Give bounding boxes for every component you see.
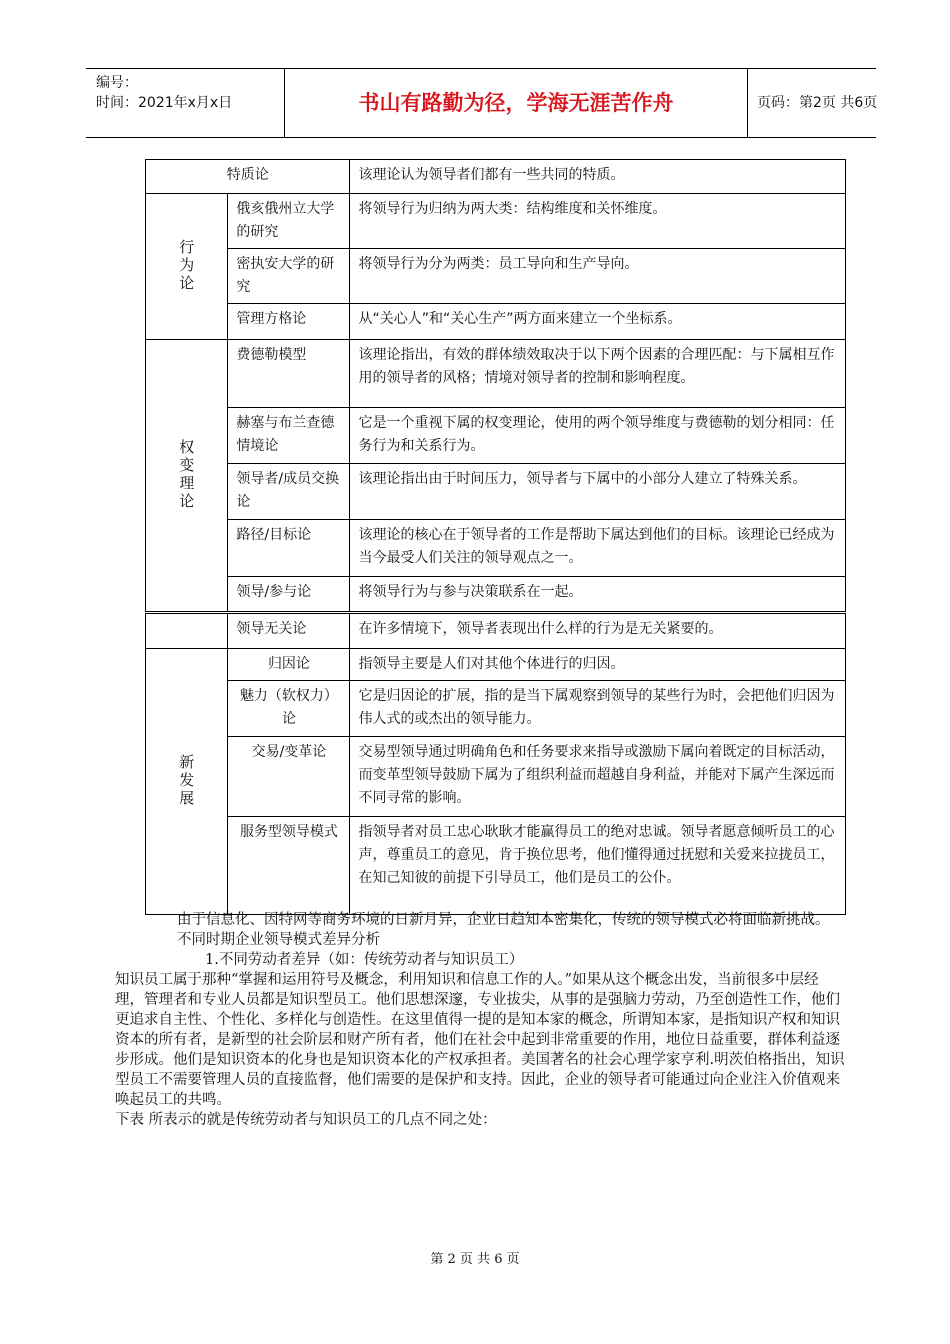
table-row [146,649,846,681]
row-desc: 将领导行为归纳为两大类：结构维度和关怀维度。 [350,194,846,249]
paragraph: 知识员工属于那种“掌握和运用符号及概念，利用知识和信息工作的人。”如果从这个概念出发，当前很多中层经理，管理者和专业人员都是知识型员工。他们思想深邃，专业拔尖，从事的是强脑力劳动，乃至创造性工作，他们更追求自主性、个性化、多样化与创造性。在这里值得一提的是知本家的概念，所谓知本家，是指知识产权和知识资本的所有者，是新型的社会阶层和财产所有者，他们在社会中起到非常重要的作用，地位日益重要，群体利益逐步形成。他们是知识资本的化身也是知识资本化的产权承担者。美国著名的社会心理学家亨利.明茨伯格指出，知识型员工不需要管理人员的直接监督，他们需要的是保护和支持。因此，企业的领导者可能通过向企业注入价值观来唤起员工的共鸣。 [115,972,845,1108]
table-row [146,817,846,915]
doc-time-label: 时间：2021年x月x日 [96,95,233,111]
table-row [146,577,846,613]
leadership-theory-table [145,159,846,915]
row-name: 魅力（软权力）论 [228,681,350,737]
body-text [115,910,845,1130]
row-desc: 在许多情境下，领导者表现出什么样的行为是无关紧要的。 [350,613,846,649]
table-row [146,464,846,520]
table-row [146,304,846,340]
category-label: 行为论 [179,237,195,292]
section-subheading: 1.不同劳动者差异（如：传统劳动者与知识员工） [205,952,524,968]
category-cell [146,194,228,340]
category-cell [146,649,228,915]
paragraph: 下表 所表示的就是传统劳动者与知识员工的几点不同之处： [115,1112,497,1128]
row-desc: 交易型领导通过明确角色和任务要求来指导或激励下属向着既定的目标活动，而变革型领导鼓励下属为了组织利益而超越自身利益，并能对下属产生深远而不同寻常的影响。 [350,737,846,817]
table-row [146,613,846,649]
row-name: 路径/目标论 [228,520,350,577]
table-row [146,160,846,194]
row-name: 俄亥俄州立大学的研究 [228,194,350,249]
table-row [146,340,846,408]
row-name: 领导者/成员交换论 [228,464,350,520]
row-desc: 指领导者对员工忠心耿耿才能赢得员工的绝对忠诚。领导者愿意倾听员工的心声，尊重员工的意见，肯于换位思考，他们懂得通过抚慰和关爱来拉拢员工，在知己知彼的前提下引导员工，他们是员工的公仆。 [350,817,846,915]
paragraph: 由于信息化、因特网等商务环境的日新月异，企业日趋知本密集化，传统的领导模式必将面临新挑战。 [177,912,830,928]
row-name: 管理方格论 [228,304,350,340]
row-name: 赫塞与布兰查德情境论 [228,408,350,464]
header-page-label: 页码：第2页 共6页 [757,95,878,111]
row-desc: 该理论认为领导者们都有一些共同的特质。 [350,160,846,194]
row-desc: 将领导行为分为两类：员工导向和生产导向。 [350,249,846,304]
table-row [146,408,846,464]
row-desc: 从“关心人”和“关心生产”两方面来建立一个坐标系。 [350,304,846,340]
row-name: 费德勒模型 [228,340,350,408]
row-name: 领导/参与论 [228,577,350,613]
section-heading: 不同时期企业领导模式差异分析 [177,932,380,948]
page-header [86,68,876,138]
table-row [146,737,846,817]
table-row [146,194,846,249]
header-meta [86,69,294,137]
row-name: 特质论 [146,160,350,194]
doc-number-label: 编号： [96,75,138,91]
category-cell [146,340,228,613]
category-cell-empty [146,613,228,649]
category-label: 新发展 [179,752,195,807]
table-row [146,249,846,304]
row-desc: 它是归因论的扩展，指的是当下属观察到领导的某些行为时，会把他们归因为伟人式的或杰出的领导能力。 [350,681,846,737]
page-footer: 第 2 页 共 6 页 [430,1252,520,1267]
table-row [146,520,846,577]
header-motto: 书山有路勤为径，学海无涯苦作舟 [284,69,748,137]
category-label: 权变理论 [179,437,195,510]
row-desc: 该理论指出，有效的群体绩效取决于以下两个因素的合理匹配：与下属相互作用的领导者的风格；情境对领导者的控制和影响程度。 [350,340,846,408]
row-name: 领导无关论 [228,613,350,649]
row-name: 归因论 [228,649,350,681]
row-name: 交易/变革论 [228,737,350,817]
row-desc: 该理论指出由于时间压力，领导者与下属中的小部分人建立了特殊关系。 [350,464,846,520]
row-name: 密执安大学的研究 [228,249,350,304]
row-name: 服务型领导模式 [228,817,350,915]
row-desc: 将领导行为与参与决策联系在一起。 [350,577,846,613]
row-desc: 指领导主要是人们对其他个体进行的归因。 [350,649,846,681]
row-desc: 该理论的核心在于领导者的工作是帮助下属达到他们的目标。该理论已经成为当今最受人们关注的领导观点之一。 [350,520,846,577]
table-row [146,681,846,737]
row-desc: 它是一个重视下属的权变理论，使用的两个领导维度与费德勒的划分相同：任务行为和关系行为。 [350,408,846,464]
